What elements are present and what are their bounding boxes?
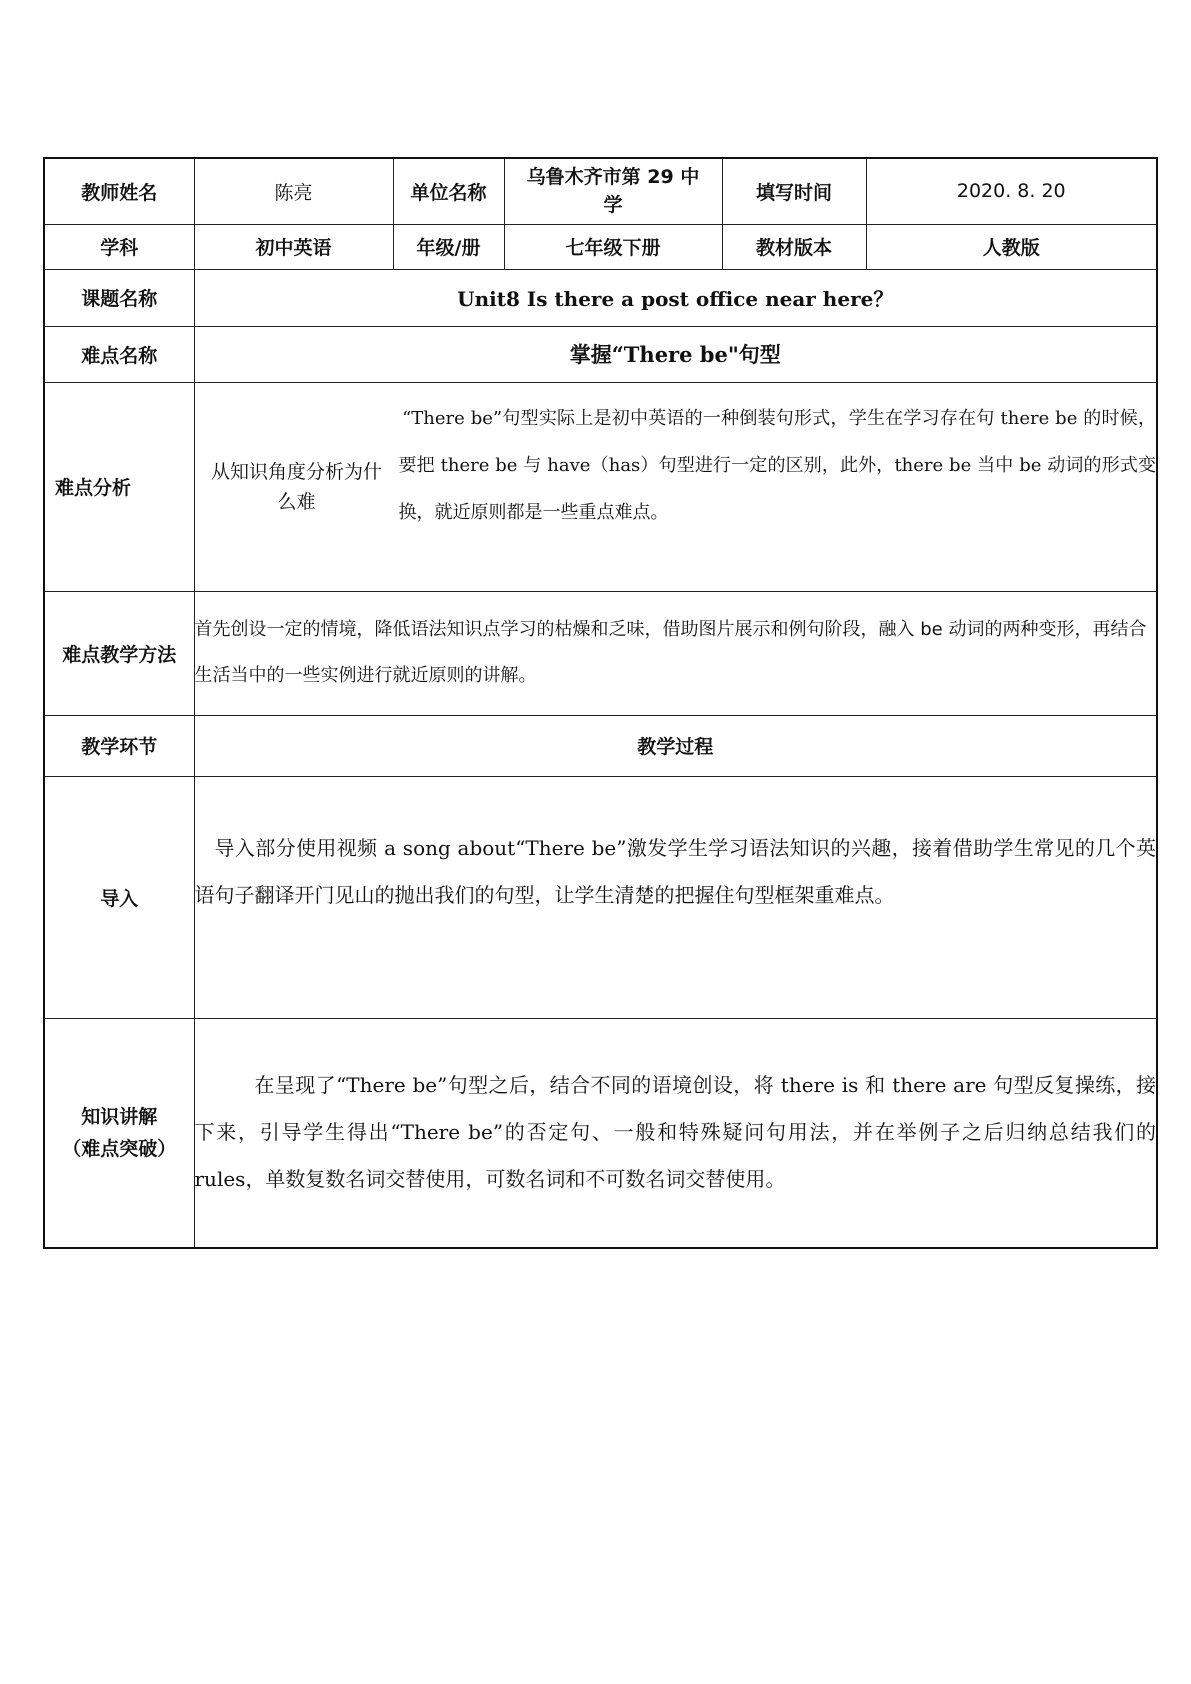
method-label: 难点教学方法: [44, 591, 194, 715]
unit-value: 乌鲁木齐市第 29 中学: [504, 158, 722, 224]
edition-value: 人教版: [866, 224, 1157, 269]
subject-label: 学科: [44, 224, 194, 269]
analysis-text: “There be”句型实际上是初中英语的一种倒装句形式，学生在学习存在句 there be 的时候，要把 there be 与 have（has）句型进行一定的区别，此外，there be 当中 be 动词的形式变换，就近原则都是一些重点难点。: [398, 407, 1156, 523]
process-label: 教学过程: [194, 715, 1157, 776]
grade-value: 七年级下册: [504, 224, 722, 269]
difficulty-value: 掌握“There be"句型: [194, 326, 1157, 382]
edition-label: 教材版本: [722, 224, 866, 269]
analysis-sub-label: 从知识角度分析为什么难: [210, 460, 382, 513]
row-knowledge: [44, 1018, 1157, 1248]
form-table: [43, 157, 1158, 1249]
knowledge-label: 知识讲解: [81, 1105, 158, 1128]
knowledge-text: 在呈现了“There be”句型之后，结合不同的语境创设，将 there is 和 there are 句型反复操练，接下来，引导学生得出“There be”的否定句、一般和特殊疑问句用法，并在举例子之后归纳总结我们的 rules，单数复数名词交替使用，可数名词和不可数名词交替使用。: [194, 1018, 1157, 1248]
row-process-header: [44, 715, 1157, 776]
topic-value: Unit8 Is there a post office near here？: [194, 269, 1157, 326]
unit-label: 单位名称: [393, 158, 504, 224]
intro-label: 导入: [44, 776, 194, 1018]
stage-label: 教学环节: [44, 715, 194, 776]
row-topic: [44, 269, 1157, 326]
knowledge-label-sub: （难点突破）: [62, 1137, 177, 1160]
lesson-design-form: [43, 157, 1156, 1249]
analysis-label: 难点分析: [44, 382, 194, 591]
knowledge-label-cell: [44, 1018, 194, 1248]
row-intro: [44, 776, 1157, 1018]
row-analysis: [44, 382, 1157, 591]
date-label: 填写时间: [722, 158, 866, 224]
grade-label: 年级/册: [393, 224, 504, 269]
topic-label: 课题名称: [44, 269, 194, 326]
row-subject: [44, 224, 1157, 269]
method-text: 首先创设一定的情境，降低语法知识点学习的枯燥和乏味，借助图片展示和例句阶段，融入 be 动词的两种变形，再结合生活当中的一些实例进行就近原则的讲解。: [194, 591, 1157, 715]
subject-value: 初中英语: [194, 224, 393, 269]
analysis-subtable: [195, 383, 1157, 591]
teacher-label: 教师姓名: [44, 158, 194, 224]
row-difficulty: [44, 326, 1157, 382]
teacher-value: 陈亮: [194, 158, 393, 224]
date-value: 2020. 8. 20: [866, 158, 1157, 224]
difficulty-label: 难点名称: [44, 326, 194, 382]
analysis-cell: [194, 382, 1157, 591]
row-teacher: [44, 158, 1157, 224]
row-method: [44, 591, 1157, 715]
intro-text: 导入部分使用视频 a song about“There be”激发学生学习语法知识的兴趣，接着借助学生常见的几个英语句子翻译开门见山的抛出我们的句型，让学生清楚的把握住句型框架重难点。: [194, 776, 1157, 1018]
